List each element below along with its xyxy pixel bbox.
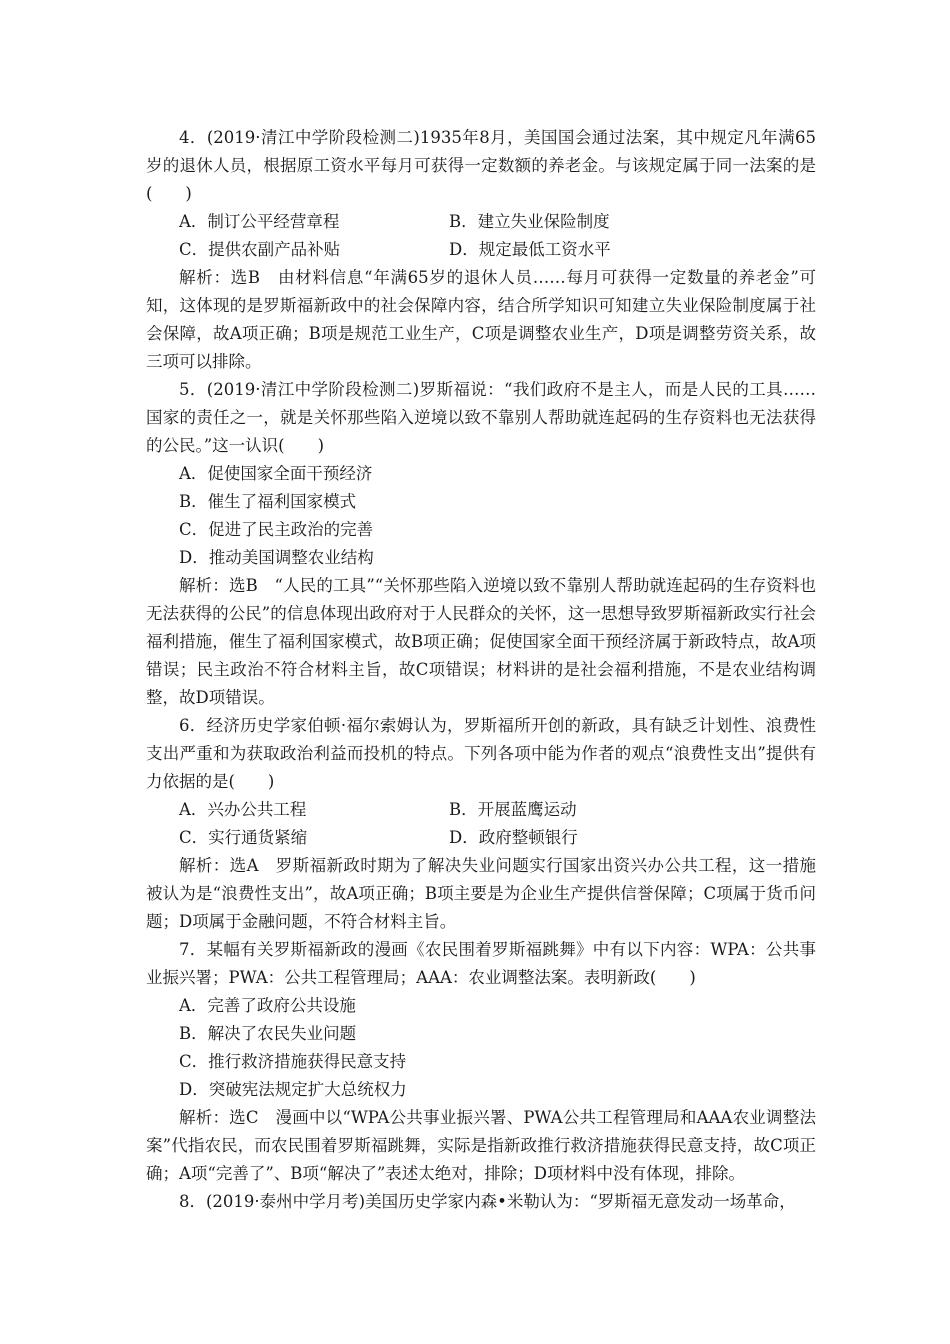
question-5-option-a: A．促使国家全面干预经济 — [179, 464, 373, 483]
question-list — [146, 124, 816, 1216]
question-5-option-b: B．催生了福利国家模式 — [179, 492, 357, 511]
question-6-option-c: C．实行通货紧缩 — [179, 828, 308, 847]
question-8-stem: 8．(2019·泰州中学月考)美国历史学家内森•米勒认为：“罗斯福无意发动一场革命， — [179, 1192, 796, 1211]
question-4-options-row-1 — [146, 208, 816, 236]
question-6-option-d: D．政府整顿银行 — [449, 828, 578, 847]
question-5-stem: 5．(2019·清江中学阶段检测二)罗斯福说：“我们政府不是主人，而是人民的工具……国家的责任之一，就是关怀那些陷入逆境以致不靠别人帮助就连起码的生存资料也无法获得的公民。”这一认识( ) — [146, 380, 816, 455]
question-6-options-row-2 — [146, 824, 816, 852]
question-6-analysis: 解析：选A 罗斯福新政时期为了解决失业问题实行国家出资兴办公共工程，这一措施被认为是“浪费性支出”，故A项正确；B项主要是为企业生产提供信誉保障；C项属于货币问题；D项属于金融问题，不符合材料主旨。 — [146, 856, 816, 931]
question-4-option-d: D．规定最低工资水平 — [449, 240, 611, 259]
question-7-analysis: 解析：选C 漫画中以“WPA公共事业振兴署、PWA公共工程管理局和AAA农业调整法案”代指农民，而农民围着罗斯福跳舞，实际是指新政推行救济措施获得民意支持，故C项正确；A项“完善了”、B项“解决了”表述太绝对，排除；D项材料中没有体现，排除。 — [146, 1108, 816, 1183]
question-4-options-row-2 — [146, 236, 816, 264]
question-4-option-c: C．提供农副产品补贴 — [179, 240, 341, 259]
question-6-option-b: B．开展蓝鹰运动 — [449, 800, 577, 819]
question-4-analysis: 解析：选B 由材料信息“年满65岁的退休人员……每月可获得一定数量的养老金”可知，这体现的是罗斯福新政中的社会保障内容，结合所学知识可知建立失业保险制度属于社会保障，故A项正确；B项是规范工业生产，C项是调整农业生产，D项是调整劳资关系，故三项可以排除。 — [146, 268, 816, 371]
question-5-option-c: C．促进了民主政治的完善 — [179, 520, 374, 539]
question-7-stem: 7．某幅有关罗斯福新政的漫画《农民围着罗斯福跳舞》中有以下内容：WPA：公共事业振兴署；PWA：公共工程管理局；AAA：农业调整法案。表明新政( ) — [146, 940, 816, 987]
question-5-analysis: 解析：选B “人民的工具”“关怀那些陷入逆境以致不靠别人帮助就连起码的生存资料也无法获得的公民”的信息体现出政府对于人民群众的关怀，这一思想导致罗斯福新政实行社会福利措施，催生了福利国家模式，故B项正确；促使国家全面干预经济属于新政特点，故A项错误；民主政治不符合材料主旨，故C项错误；材料讲的是社会福利措施，不是农业结构调整，故D项错误。 — [146, 576, 816, 707]
question-7-option-c: C．推行救济措施获得民意支持 — [179, 1052, 407, 1071]
question-4-option-a: A．制订公平经营章程 — [179, 212, 340, 231]
question-6-option-a: A．兴办公共工程 — [179, 800, 307, 819]
question-6-stem: 6．经济历史学家伯顿·福尔索姆认为，罗斯福所开创的新政，具有缺乏计划性、浪费性支出严重和为获取政治利益而投机的特点。下列各项中能为作者的观点“浪费性支出”提供有力依据的是( ) — [146, 716, 816, 791]
question-7-option-a: A．完善了政府公共设施 — [179, 996, 356, 1015]
question-6-options-row-1 — [146, 796, 816, 824]
question-4-option-b: B．建立失业保险制度 — [449, 212, 610, 231]
question-7-option-d: D．突破宪法规定扩大总统权力 — [179, 1080, 407, 1099]
question-7-option-b: B．解决了农民失业问题 — [179, 1024, 357, 1043]
question-4-stem: 4．(2019·清江中学阶段检测二)1935年8月，美国国会通过法案，其中规定凡年满65岁的退休人员，根据原工资水平每月可获得一定数额的养老金。与该规定属于同一法案的是( ) — [146, 128, 816, 203]
question-5-option-d: D．推动美国调整农业结构 — [179, 548, 374, 567]
